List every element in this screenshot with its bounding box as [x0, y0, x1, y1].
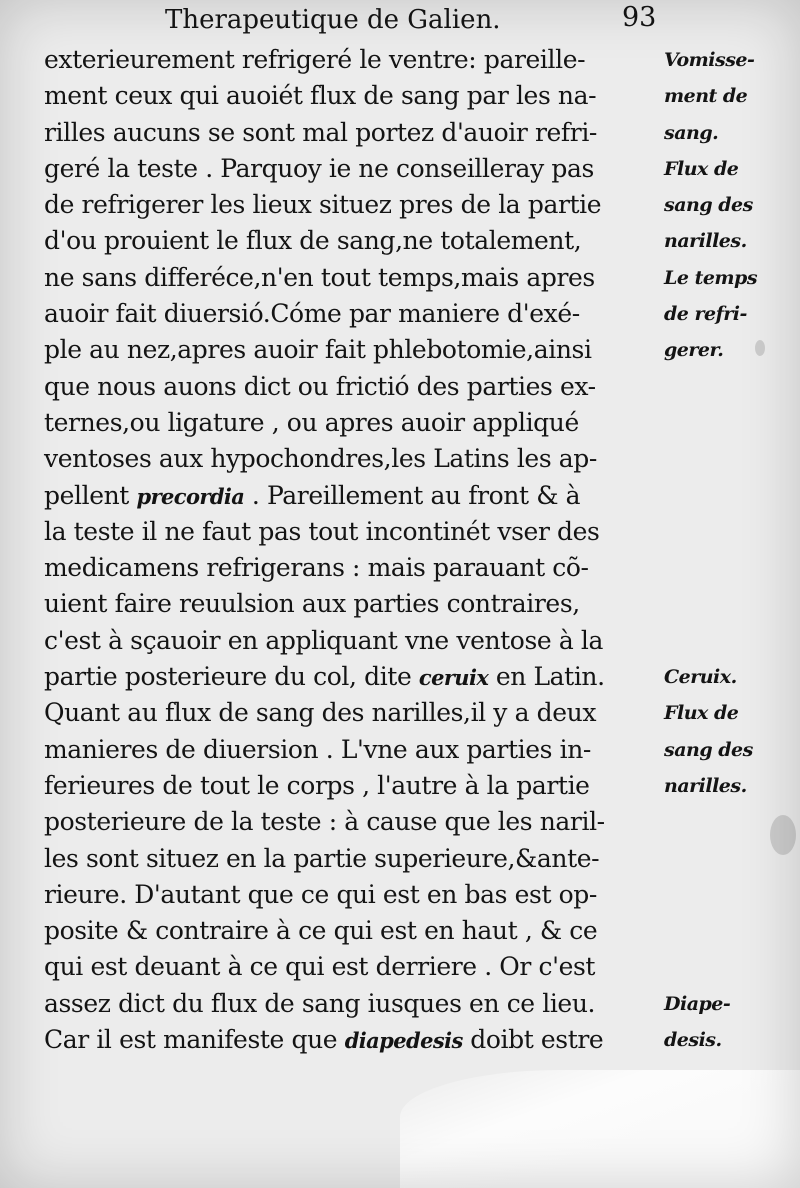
text-line: posite & contraire à ce qui est en haut , & ce: [44, 916, 598, 946]
text-line: medicamens refrigerans : mais parauant cõ-: [44, 553, 589, 583]
margin-note: [664, 695, 798, 804]
text-segment: . Pareillement au front & à: [244, 480, 581, 510]
margin-note-line: Ceruix.: [664, 666, 737, 689]
text-line: la teste il ne faut pas tout incontinét vser des: [44, 516, 600, 546]
paper-stain: [400, 1070, 800, 1188]
ink-smudge: [770, 815, 796, 855]
text-segment: partie posterieure du col, dite: [44, 662, 419, 692]
margin-note-line: Vomisse-: [664, 49, 755, 71]
text-line: [44, 659, 664, 695]
margin-note-line: sang.: [664, 121, 719, 144]
text-segment: en Latin.: [488, 662, 605, 692]
margin-note-line: Flux de: [664, 702, 739, 725]
text-line: rilles aucuns se sont mal portez d'auoir refri-: [44, 117, 597, 147]
text-line: rieure. D'autant que ce qui est en bas est op-: [44, 879, 597, 909]
text-line: manieres de diuersion . L'vne aux parties in-: [44, 734, 591, 764]
text-line: exterieurement refrigeré le ventre: pareille-: [44, 45, 586, 74]
text-line: de refrigerer les lieux situez pres de la partie: [44, 190, 602, 220]
text-line: Quant au flux de sang des narilles,il y a deux: [44, 698, 597, 728]
text-line: les sont situez en la partie superieure,&ante-: [44, 843, 600, 873]
margin-note: [664, 260, 798, 369]
text-line: ternes,ou ligature , ou apres auoir appliqué: [44, 407, 579, 437]
margin-note: [664, 986, 798, 1059]
text-segment: pellent: [44, 480, 137, 510]
margin-note-line: Flux de: [664, 157, 739, 180]
text-line: c'est à sçauoir en appliquant vne ventose à la: [44, 625, 603, 655]
text-line: [44, 478, 664, 514]
text-line: ventoses aux hypochondres,les Latins les ap-: [44, 444, 597, 474]
text-line: qui est deuant à ce qui est derriere . Or c'est: [44, 952, 596, 982]
margin-note-line: gerer.: [664, 339, 724, 362]
ink-smudge: [755, 340, 765, 356]
margin-note-line: Diape-: [664, 992, 731, 1015]
text-line: d'ou prouient le flux de sang,ne totalement,: [44, 226, 582, 256]
text-line: que nous auons dict ou frictió des parties ex-: [44, 371, 596, 401]
text-line: uient faire reuulsion aux parties contraires,: [44, 589, 580, 619]
margin-note-line: sang des: [664, 738, 753, 761]
margin-note: [664, 42, 798, 151]
text-line: assez dict du flux de sang iusques en ce lieu.: [44, 988, 596, 1018]
italic-term: diapedesis: [344, 1028, 463, 1054]
running-title: Therapeutique de Galien.: [165, 5, 501, 35]
page-number: 93: [622, 2, 657, 33]
margin-note-line: narilles.: [664, 230, 747, 253]
text-line: auoir fait diuersió.Cóme par maniere d'exé-: [44, 299, 580, 329]
text-line: ferieures de tout le corps , l'autre à la partie: [44, 770, 590, 800]
margin-note-line: narilles.: [664, 774, 747, 797]
margin-note: [664, 659, 798, 695]
margin-notes: [664, 42, 798, 1082]
page-header: [0, 0, 800, 44]
text-line: ne sans differéce,n'en tout temps,mais apres: [44, 262, 595, 292]
text-line: geré la teste . Parquoy ie ne conseilleray pas: [44, 153, 594, 183]
margin-note-line: de refri-: [664, 303, 747, 326]
italic-term: precordia: [136, 483, 245, 509]
margin-note-line: desis.: [664, 1029, 722, 1052]
text-segment: Car il est manifeste que: [44, 1025, 345, 1055]
margin-note-line: ment de: [664, 85, 748, 108]
text-segment: doibt estre: [462, 1025, 604, 1055]
italic-term: ceruix: [418, 665, 489, 691]
text-line: ment ceux qui auoiét flux de sang par les na-: [44, 81, 597, 111]
text-line: ple au nez,apres auoir fait phlebotomie,ainsi: [44, 335, 592, 365]
margin-note-line: Le temps: [664, 266, 758, 289]
text-line: [44, 1022, 664, 1058]
main-text-block: [44, 42, 664, 1058]
text-line: posterieure de la teste : à cause que les naril-: [44, 807, 605, 837]
margin-note-line: sang des: [664, 194, 753, 217]
margin-note: [664, 151, 798, 260]
